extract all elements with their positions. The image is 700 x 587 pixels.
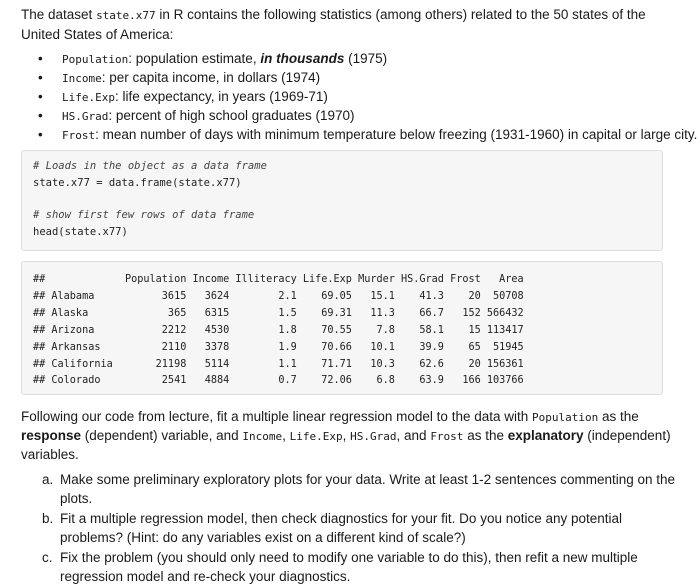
variable-name: Life.Exp	[62, 91, 115, 104]
task-text: Fit a multiple regression model, then check diagnostics for your fit. Do you notice any potential problems? (Hint: do any variables exist on a different kind of scale?)	[60, 511, 623, 545]
task-letter: a.	[42, 472, 54, 487]
variable-desc: : life expectancy, in years (1969-71)	[114, 89, 328, 104]
response-variable-code: Population	[532, 411, 599, 424]
list-item	[38, 68, 697, 87]
task-letter: b.	[42, 511, 54, 526]
code-line: state.x77 = data.frame(state.x77)	[33, 177, 242, 189]
bullet-icon: •	[38, 70, 43, 85]
variable-name: Income	[62, 72, 102, 85]
code-block	[21, 150, 663, 251]
instructions-paragraph: Following our code from lecture, fit a multiple linear regression model to the data with Population as the response (dependent) variable, and Income, Life.Exp, HS.Grad, and Frost as the explanatory (independent) variables.	[21, 409, 671, 462]
response-bold: response	[21, 428, 82, 443]
list-item	[38, 87, 697, 106]
variable-desc: : population estimate,	[128, 51, 261, 66]
task-text: Fix the problem (you should only need to modify one variable to do this), then refit a new multiple regression model and re-check your diagnostics.	[60, 550, 638, 584]
variable-emphasis: in thousands	[260, 51, 345, 66]
variable-name: Frost	[62, 129, 96, 142]
explanatory-code: Frost	[430, 430, 464, 443]
task-letter: c.	[42, 550, 53, 565]
intro-paragraph	[21, 5, 681, 44]
task-text: Make some preliminary exploratory plots for your data. Write at least 1-2 sentences commenting on the plots.	[60, 472, 676, 506]
intro-text-2: in R contains the following statistics (among others) related to the 50 states of the United States of America:	[21, 7, 646, 42]
variable-desc-tail: (1975)	[344, 51, 388, 66]
explanatory-code: Life.Exp	[289, 430, 343, 443]
explanatory-code: HS.Grad	[350, 430, 397, 443]
list-item	[42, 548, 682, 586]
list-item	[38, 49, 697, 68]
r-output: ## Population Income Illiteracy Life.Exp Murder HS.Grad Frost Area ## Alabama 3615 3624 2.1 69.05 15.1 41.3 20 50708 ## Alaska 365 6315 1.5 69.31 11.3 66.7 152 566432 ## Arizona 2212 4530 1.8 70.55 7.8 58.1 15 113417 ## Arkansas 2110 3378 1.9 70.66 10.1 39.9 65 51945 ## California 21198 5114 1.1 71.71 10.3 62.6 20 156361 ## Colorado 2541 4884 0.7 72.06 6.8 63.9 166 103766	[33, 274, 524, 387]
intro-text-1: The dataset	[21, 7, 97, 22]
variable-name: Population	[62, 53, 129, 66]
code-comment: # Loads in the object as a data frame	[33, 160, 267, 172]
variable-desc: : mean number of days with minimum temperature below freezing (1931-1960) in capital or large city.	[95, 127, 698, 142]
list-item	[42, 470, 682, 508]
dataset-code: state.x77	[96, 9, 156, 22]
bullet-icon: •	[38, 51, 43, 66]
bullet-icon: •	[38, 127, 43, 142]
list-item	[42, 509, 682, 547]
variable-desc: : percent of high school graduates (1970)	[108, 108, 355, 123]
code-line: head(state.x77)	[33, 226, 128, 238]
variable-desc: : per capita income, in dollars (1974)	[101, 70, 321, 85]
code-comment: # show first few rows of data frame	[33, 209, 255, 221]
variable-list	[38, 49, 697, 144]
bullet-icon: •	[38, 89, 43, 104]
variable-name: HS.Grad	[62, 110, 109, 123]
explanatory-bold: explanatory	[507, 428, 584, 443]
explanatory-code: Income	[242, 430, 283, 443]
list-item	[38, 106, 697, 125]
bullet-icon: •	[38, 108, 43, 123]
output-block	[21, 261, 663, 395]
task-list	[42, 470, 682, 586]
list-item	[38, 125, 697, 144]
